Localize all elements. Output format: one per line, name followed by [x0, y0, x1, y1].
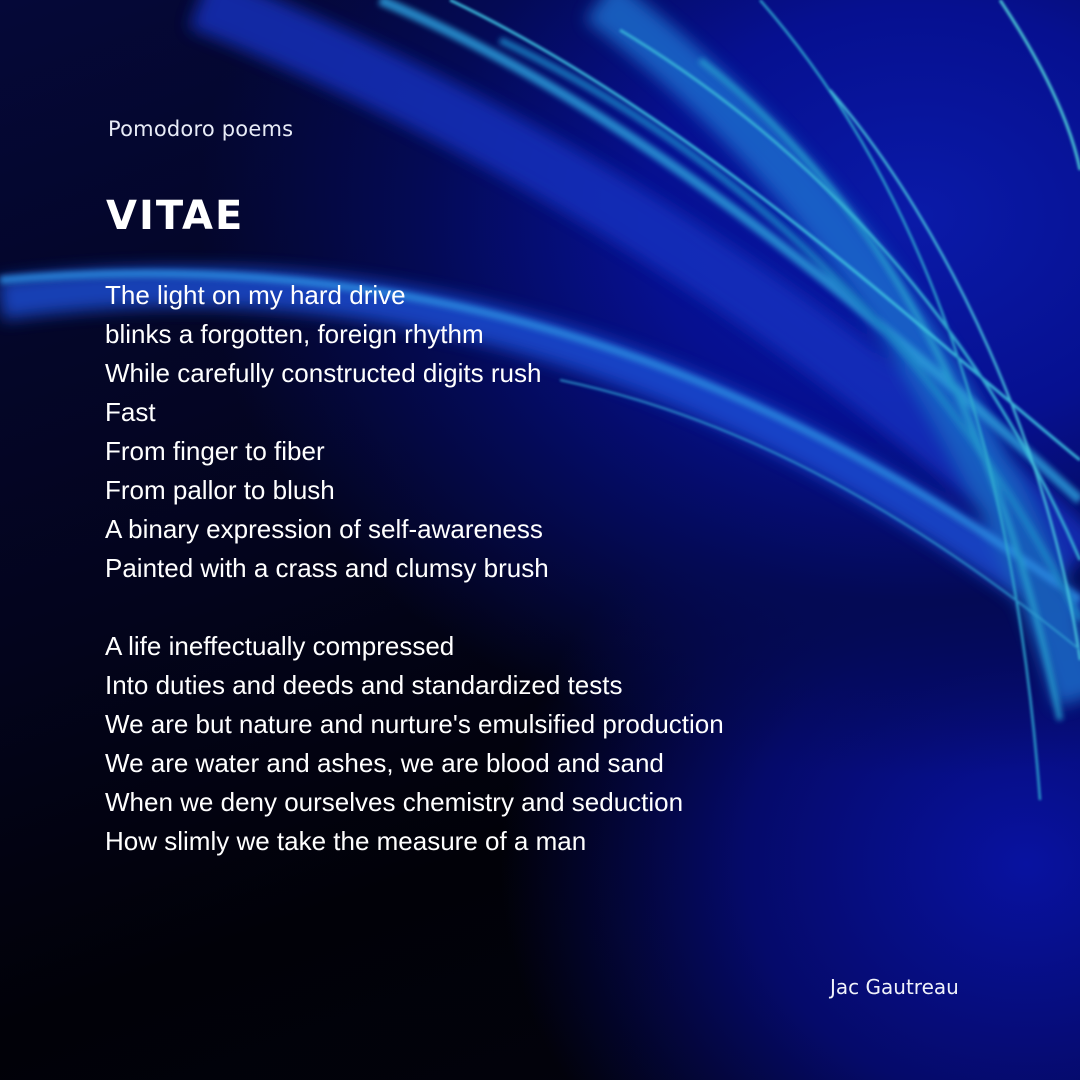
poem-line: When we deny ourselves chemistry and seduction: [105, 787, 684, 817]
poem-line: Into duties and deeds and standardized tests: [105, 670, 623, 700]
poem-body: [105, 276, 724, 900]
stanza-2: [105, 627, 724, 861]
poem-line: How slimly we take the measure of a man: [105, 826, 587, 856]
poem-line: From finger to fiber: [105, 436, 325, 466]
poem-line: We are water and ashes, we are blood and sand: [105, 748, 664, 778]
poem-line: A binary expression of self-awareness: [105, 514, 543, 544]
stanza-1: [105, 276, 724, 588]
poem-line: From pallor to blush: [105, 475, 335, 505]
series-label: Pomodoro poems: [108, 117, 294, 141]
poem-line: blinks a forgotten, foreign rhythm: [105, 319, 484, 349]
poem-line: A life ineffectually compressed: [105, 631, 455, 661]
poem-line: Painted with a crass and clumsy brush: [105, 553, 549, 583]
author-name: Jac Gautreau: [830, 975, 959, 999]
poem-line: While carefully constructed digits rush: [105, 358, 542, 388]
poem-title: VITAE: [106, 193, 245, 239]
poem-line: The light on my hard drive: [105, 280, 406, 310]
poem-line: Fast: [105, 397, 156, 427]
poem-line: We are but nature and nurture's emulsified production: [105, 709, 724, 739]
